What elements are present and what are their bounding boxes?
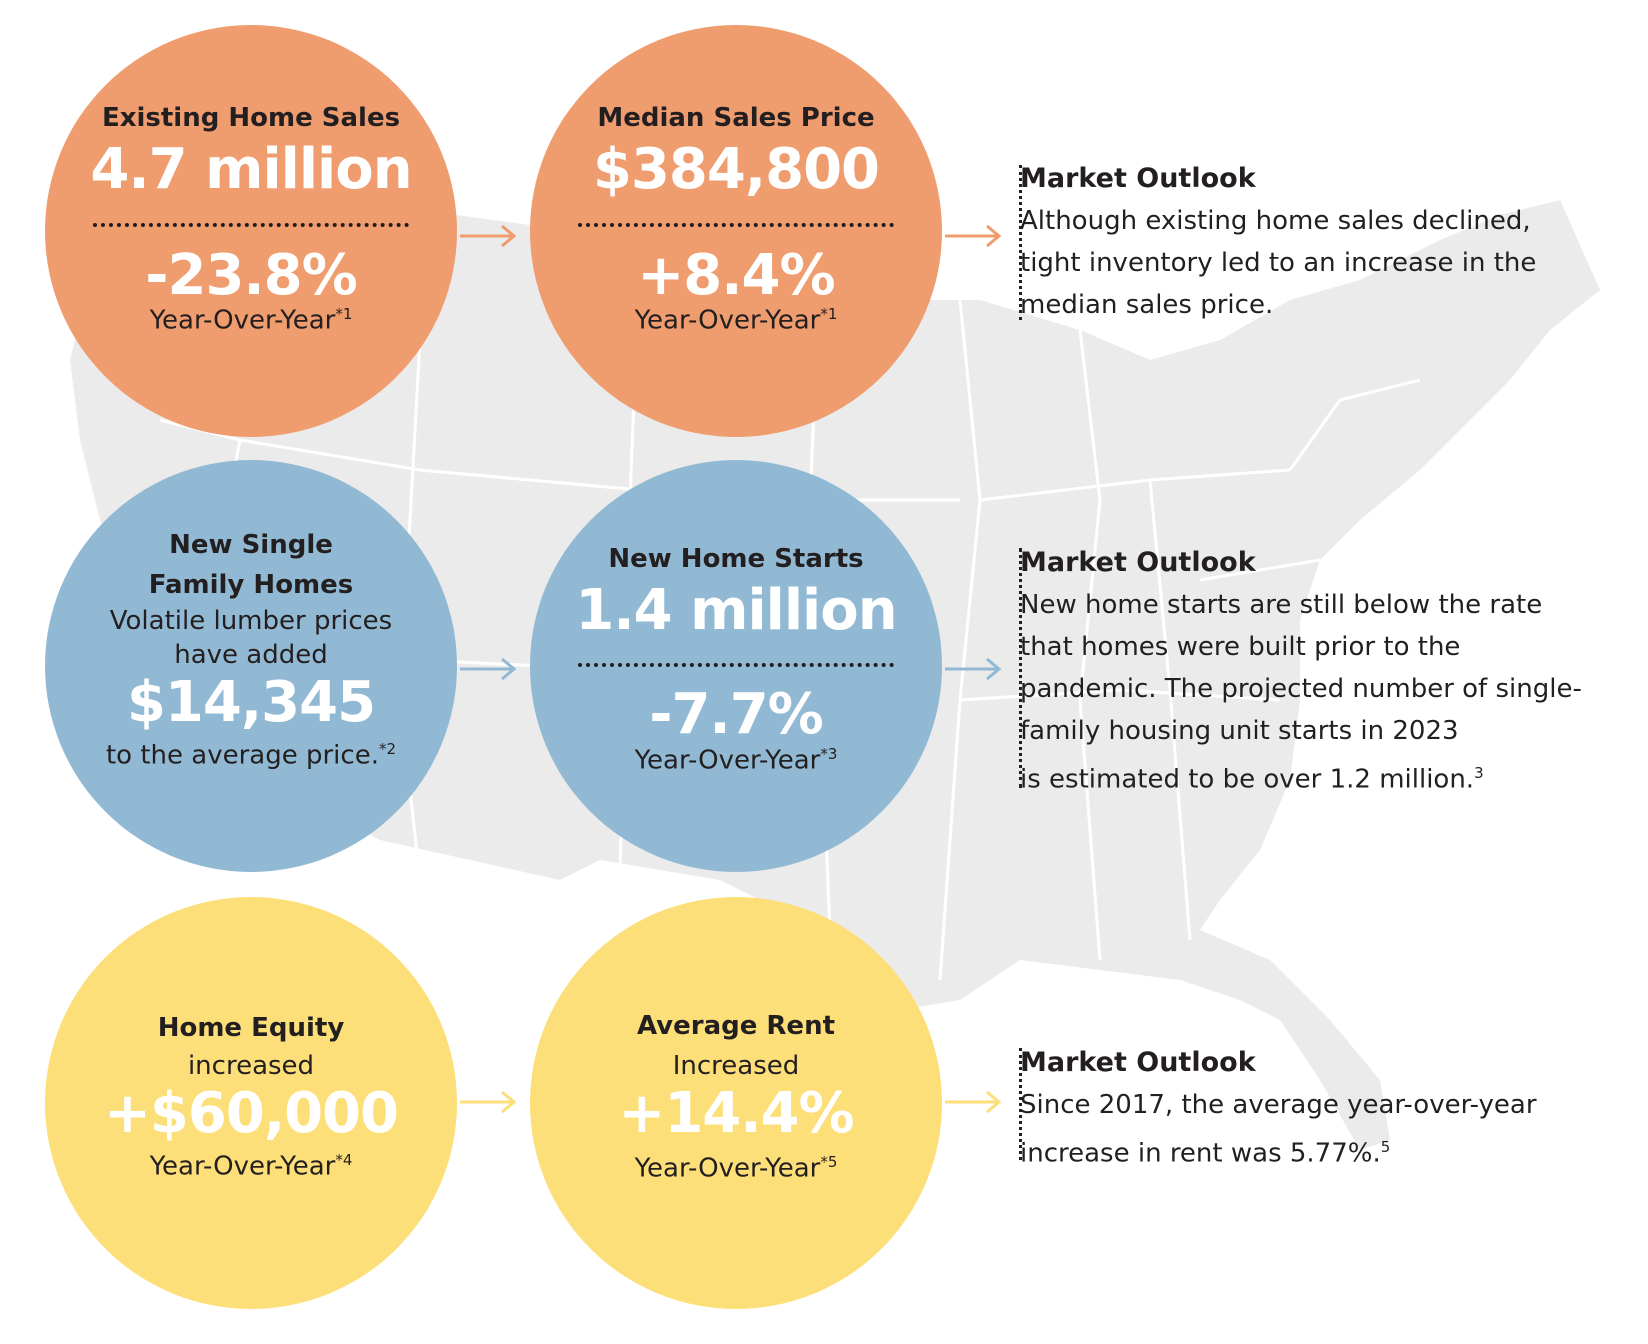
new-home-starts-circle (530, 460, 942, 872)
average-rent-title: Average Rent (636, 1011, 836, 1041)
footnote-marker: *2 (378, 740, 397, 758)
market-outlook-text-line: New home starts are still below the rate (1020, 590, 1543, 620)
new-home-starts-period: Year-Over-Year$^{*3}$ (634, 745, 838, 776)
new-single-family-desc-line1: Volatile lumber prices (109, 606, 393, 636)
new-home-starts-title: New Home Starts (608, 544, 864, 574)
existing-home-sales-change: -23.8% (145, 243, 357, 308)
footnote-marker: 5 (1380, 1138, 1391, 1156)
footnote-marker: *5 (820, 1153, 838, 1171)
home-equity-period: Year-Over-Year$^{*4}$ (149, 1151, 353, 1182)
market-outlook-1 (1020, 158, 1620, 326)
average-rent-circle (530, 897, 942, 1309)
existing-home-sales-title: Existing Home Sales (101, 103, 401, 133)
market-outlook-text-line: pandemic. The projected number of single- (1020, 674, 1582, 704)
new-single-family-homes-circle (45, 460, 457, 872)
new-single-family-title-line2: Family Homes (148, 570, 354, 600)
new-home-starts-change: -7.7% (649, 682, 823, 747)
market-outlook-text-line: is estimated to be over 1.2 million.$^3$ (1020, 764, 1484, 795)
median-sales-price-title: Median Sales Price (597, 103, 875, 133)
median-sales-price-change: +8.4% (637, 243, 835, 308)
dotted-divider (578, 663, 894, 667)
market-outlook-text-line: median sales price. (1020, 290, 1274, 320)
market-outlook-text-line: increase in rent was 5.77%.$^5$ (1020, 1138, 1391, 1169)
existing-home-sales-period: Year-Over-Year$^{*1}$ (149, 305, 353, 336)
arrow-right-icon (943, 1088, 1003, 1116)
market-outlook-title: Market Outlook (1020, 1047, 1256, 1078)
footnote-marker: *3 (820, 745, 838, 763)
new-single-family-suffix: to the average price.$^{*2}$ (105, 740, 397, 771)
arrow-right-icon (458, 655, 518, 683)
market-outlook-title: Market Outlook (1020, 547, 1256, 578)
arrow-right-icon (943, 655, 1003, 683)
market-outlook-2 (1020, 542, 1620, 801)
median-sales-price-value: $384,800 (592, 137, 880, 202)
home-equity-desc: increased (187, 1051, 315, 1081)
dotted-divider (578, 223, 894, 227)
new-home-starts-value: 1.4 million (575, 578, 897, 643)
arrow-right-icon (458, 1088, 518, 1116)
arrow-right-icon (458, 222, 518, 250)
dotted-divider (93, 223, 409, 227)
footnote-marker: *1 (335, 305, 353, 323)
market-outlook-text-line: Since 2017, the average year-over-year (1020, 1090, 1537, 1120)
existing-home-sales-value: 4.7 million (90, 137, 412, 202)
market-outlook-text-line: that homes were built prior to the (1020, 632, 1461, 662)
existing-home-sales-circle (45, 25, 457, 437)
market-outlook-text-line: tight inventory led to an increase in the (1020, 248, 1537, 278)
average-rent-value: +14.4% (618, 1081, 854, 1146)
median-sales-price-period: Year-Over-Year$^{*1}$ (634, 305, 838, 336)
footnote-marker: 3 (1474, 764, 1484, 782)
home-equity-value: +$60,000 (104, 1081, 398, 1146)
market-outlook-3 (1020, 1042, 1620, 1175)
average-rent-period: Year-Over-Year$^{*5}$ (634, 1153, 838, 1184)
market-outlook-text-line: Although existing home sales declined, (1020, 206, 1531, 236)
new-single-family-value: $14,345 (126, 670, 376, 735)
footnote-marker: *4 (335, 1151, 353, 1169)
home-equity-circle (45, 897, 457, 1309)
market-outlook-title: Market Outlook (1020, 163, 1256, 194)
new-single-family-title-line1: New Single (169, 530, 333, 560)
footnote-marker: *1 (820, 305, 838, 323)
market-outlook-text-line: family housing unit starts in 2023 (1020, 716, 1459, 746)
median-sales-price-circle (530, 25, 942, 437)
new-single-family-desc-line2: have added (174, 640, 328, 670)
average-rent-desc: Increased (672, 1051, 800, 1081)
home-equity-title: Home Equity (157, 1013, 345, 1043)
arrow-right-icon (943, 222, 1003, 250)
